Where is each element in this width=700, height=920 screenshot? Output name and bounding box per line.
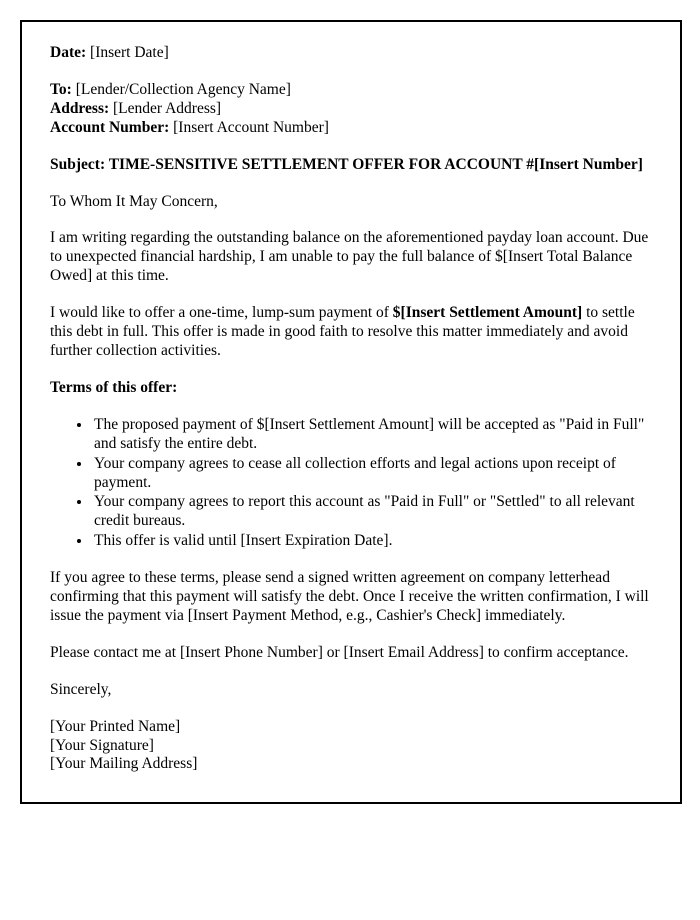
- date-label: Date:: [50, 44, 87, 61]
- signature-mailing-address: [Your Mailing Address]: [50, 755, 198, 773]
- salutation: To Whom It May Concern,: [50, 192, 218, 210]
- account-number-value: [Insert Account Number]: [173, 118, 329, 136]
- paragraph-balance: I am writing regarding the outstanding balance on the aforementioned payday loan account. Due to unexpected financial hardship, I am unable to pay the full balance of $[Insert Total Balance Owed] at this time.: [50, 229, 649, 285]
- address-label: Address:: [50, 99, 110, 117]
- offer-text-after: to settle this debt in full. This offer is made in good faith to resolve this matter immediately and avoid further collection activities.: [50, 304, 635, 359]
- date-line: [50, 44, 652, 63]
- settlement-amount: $[Insert Settlement Amount]: [392, 304, 583, 322]
- paragraph-agreement: If you agree to these terms, please send a signed written agreement on company letterhead confirming that this payment will satisfy the debt. Once I receive the written confirmation, I will issue the payment via [Insert Payment Method, e.g., Cashier's Check] immediately.: [50, 569, 649, 624]
- account-number-label: Account Number:: [50, 118, 170, 136]
- address-value: [Lender Address]: [113, 99, 222, 117]
- terms-list: [50, 416, 652, 551]
- paragraph-contact: Please contact me at [Insert Phone Number] or [Insert Email Address] to confirm acceptance.: [50, 643, 629, 661]
- terms-heading: Terms of this offer:: [50, 378, 178, 396]
- term-item-expiration: • This offer is valid until [Insert Expiration Date].: [92, 532, 652, 551]
- term-item-cease-collection: • Your company agrees to cease all collection efforts and legal actions upon receipt of payment.: [92, 455, 652, 493]
- signature-printed-name: [Your Printed Name]: [50, 717, 181, 735]
- paragraph-offer: [50, 304, 652, 361]
- term-item-paid-in-full: • The proposed payment of $[Insert Settlement Amount] will be accepted as "Paid in Full" and satisfy the entire debt.: [92, 416, 652, 454]
- date-value: [Insert Date]: [90, 44, 169, 61]
- recipient-block: [50, 81, 652, 138]
- letter-page: [20, 20, 682, 804]
- subject-line: Subject: TIME-SENSITIVE SETTLEMENT OFFER FOR ACCOUNT #[Insert Number]: [50, 155, 643, 173]
- to-value: [Lender/Collection Agency Name]: [75, 80, 291, 98]
- to-label: To:: [50, 80, 72, 98]
- signature-signature: [Your Signature]: [50, 736, 154, 754]
- signature-block: [50, 718, 652, 775]
- term-item-credit-bureaus: • Your company agrees to report this account as "Paid in Full" or "Settled" to all relevant credit bureaus.: [92, 493, 652, 531]
- closing: Sincerely,: [50, 680, 112, 698]
- offer-text-before: I would like to offer a one-time, lump-sum payment of: [50, 304, 393, 322]
